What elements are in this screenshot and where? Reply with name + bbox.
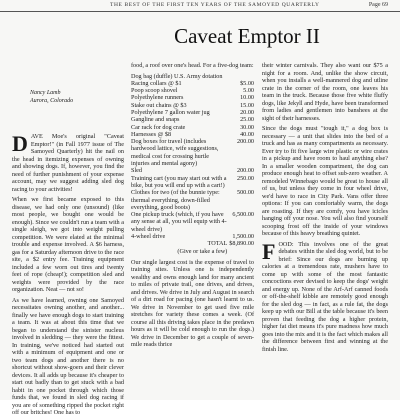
expense-label: Polyethylene runners bbox=[131, 94, 184, 102]
expense-amount: 200.00 bbox=[236, 167, 254, 175]
table-row bbox=[131, 138, 254, 167]
expense-amount: 200.00 bbox=[236, 138, 254, 146]
expense-amount: 40.00 bbox=[240, 130, 254, 138]
expense-label: Stake out chains @ $3 bbox=[131, 101, 187, 109]
paragraph: When we first became exposed to this disease, we had only one (unsound) (like most people, we bought one would be enough). Since we couldn't run a team with a single sleigh, we got into weight pulling competition. We were elated at the minimal trouble and expense involved. A $6 harness, gas for a Saturday afternoon drive to the race site, a $2 entry fee. Training equipment included a few worn out tires and twenty feet of rope (cheap!); competition sled and weights were provided by the race organization. Neat — not so! bbox=[12, 196, 124, 293]
expense-table bbox=[131, 73, 254, 255]
expense-amount: 10.00 bbox=[240, 94, 254, 102]
paragraph: Our single largest cost is the expense of travel to training sites. Unless one is independently wealthy and owns enough land for many ancient to miles of private trail, one drives, and drives, and drives. We drive in July and August in search of a dirt road for pacing (one hasn't learnt to us. We drive in November to get used five mile stretches for variety these comes a week. (Of course all this driving takes place in the predawn hours as it will be cold enough to run the dogs.) We drive in December to get a couple of seven-mile reads thrice bbox=[131, 258, 254, 349]
expense-label: Polyethylene 7 gallon water jug bbox=[131, 108, 210, 116]
paragraph: As we have learned, owning one Samoyed necessitates owning another, and another... finally we have enough dogs to start training a team. It was at about this time that we began to understand the sinister nucleus involved in sledding — they were the fittest. In training, we've noticed had started out with a minimum of equipment and one or two team dogs and another there is no shortcut without show-goers and their clever devices. It all adds up because it's cheaper to start out badly than to get stuck with a bad habit in one pocket through which those funds that, we found in sled dog racing if you are of something ripped the pocket right off our britches! One has to bbox=[12, 296, 124, 416]
expense-label: Car rack for dog crate bbox=[131, 123, 186, 131]
expense-amount: $5.00 bbox=[240, 79, 254, 87]
table-row bbox=[131, 94, 254, 101]
table-row bbox=[131, 248, 254, 255]
expense-label: Poop scoop shovel bbox=[131, 87, 178, 95]
byline bbox=[30, 90, 124, 105]
expense-label: Sled bbox=[131, 167, 143, 175]
author-name: Nancy Lamb bbox=[30, 90, 61, 96]
author-location: Aurora, Colorado bbox=[30, 97, 74, 104]
expense-label: TOTAL bbox=[207, 240, 228, 248]
paragraph: food, a roof over one's head. For a five-dog team: bbox=[131, 62, 254, 69]
expense-amount: 30.00 bbox=[240, 123, 254, 131]
table-row bbox=[131, 87, 254, 94]
drop-cap: D bbox=[12, 131, 28, 156]
expense-label: Gangline and snaps bbox=[131, 116, 180, 124]
expense-label: Training cart (you may start out with a bike, but you will end up with a cart!) bbox=[131, 174, 227, 189]
expense-amount: 6,500.00 bbox=[232, 211, 254, 219]
expense-label: Racing collars @ $1 bbox=[131, 79, 182, 87]
expense-label: Clothes for two (of the bunnie type: thermal everything, down-filled everything, good boots) bbox=[131, 189, 220, 211]
expense-amount bbox=[227, 248, 254, 255]
expense-label: Dog bag (duffle) U.S. Army dotation bbox=[131, 72, 223, 80]
expense-label: One pickup truck (which, if you have any sense at all, you will equip with 4-wheel drive) bbox=[131, 211, 227, 233]
paragraph: their winter carnivals. They also want our $75 a night for a room. And, unlike the show circuit, when you installs a well-mannered dog and utline crate in the corner of the room, one leaves his team in the truck. Because those five white fluffy dogs, like Jekyll and Hyde, have been transformed from ladies and gentlemen into banshees at the sight of their harnesses. bbox=[262, 62, 388, 122]
table-row bbox=[131, 233, 254, 240]
paragraph: Since the dogs must "tough it," a dog box is necessary — a unit that slides into the bed of a truck and has as many compartments as necessary. Ever try to fit five large wire plastic or wire crates in a pickup and have room to haul anything else? In a smaller wooden compartment, the dog can produce enough heat to offset sub-zero weather. A remodeled Winnebago would be great to house all of us, but unless they come in four wheel drive, we'd have to race in City Park. Vans offer three options: If you can comfortably warm, the dogs are roasting. If they are comfy, you have icicles hanging off your nose. You will also find yourself scooping frost off the inside of your windows because of this heavy breathing quintet. bbox=[262, 125, 388, 237]
table-row bbox=[131, 80, 254, 87]
table-row bbox=[131, 167, 254, 174]
table-row bbox=[131, 211, 254, 233]
expense-amount bbox=[227, 73, 254, 80]
expense-amount: 20.00 bbox=[240, 108, 254, 116]
page-number: Page 69 bbox=[368, 2, 388, 8]
paragraph-text: OOD: This involves one of the great debates within the sled dog world, but to be brief: Since our dogs are burning up calories at a tremendous rate, mushers have to come up with some of the most fantastic concoctions ever devised to keep the dogs' weight and energy up. None of the Arf-Arf canned foods or off-the-shelf kibble are remotely good enough for the sled dog — in fact, as a rule fat, the dogs keep up with our Bill at the table because it's been proven that feeding the dog a higher protein, higher fat diet means it's pure madness how much goes into the mix and it is the fact which makes all the difference between first and winning at the finish line. bbox=[262, 240, 388, 353]
drop-cap: F bbox=[262, 238, 276, 264]
table-row bbox=[131, 240, 254, 247]
column-1 bbox=[12, 90, 124, 420]
expense-label: 4-wheel drive bbox=[131, 233, 166, 241]
header-rule bbox=[0, 11, 400, 12]
table-row bbox=[131, 189, 254, 211]
expense-amount: 15.00 bbox=[240, 101, 254, 109]
expense-amount: 25.00 bbox=[240, 116, 254, 124]
expense-amount: 250.00 bbox=[236, 174, 254, 182]
expense-label: (Give or take a few) bbox=[177, 247, 228, 255]
column-3 bbox=[262, 62, 388, 356]
paragraph-text: AVE Moe's original "Caveat Emptor!" (in Fall 1977 issue of The Samoyed Quarterly) hit the nail on the head in itemizing expenses of owning and showing dogs. If, however, you find the need of further punishment of your expense account, may we suggest adding sled dog racing to your activities! bbox=[12, 133, 124, 193]
expense-amount: 500.00 bbox=[236, 189, 254, 197]
table-row bbox=[131, 175, 254, 190]
table-row bbox=[131, 124, 254, 131]
column-2 bbox=[131, 62, 254, 352]
running-header: THE BEST OF THE FIRST TEN YEARS OF THE SAMOYED QUARTERLY bbox=[110, 2, 320, 8]
table-row bbox=[131, 131, 254, 138]
expense-amount: 1,500.00 bbox=[232, 233, 254, 241]
paragraph bbox=[12, 133, 124, 193]
expense-amount: 5.00 bbox=[243, 87, 254, 95]
table-row bbox=[131, 102, 254, 109]
table-row bbox=[131, 116, 254, 123]
table-row bbox=[131, 73, 254, 80]
expense-label: Dog boxes for travel (includes hardwood lattice, wife suggestions, medical cost for crossing hurtle injuries and mental agony) bbox=[131, 138, 219, 168]
article-title: Caveat Emptor II bbox=[174, 24, 320, 48]
paragraph bbox=[262, 238, 388, 354]
table-row bbox=[131, 109, 254, 116]
expense-label: Harnesses @ $8 bbox=[131, 130, 172, 138]
expense-amount: $8,890.00 bbox=[229, 240, 254, 248]
